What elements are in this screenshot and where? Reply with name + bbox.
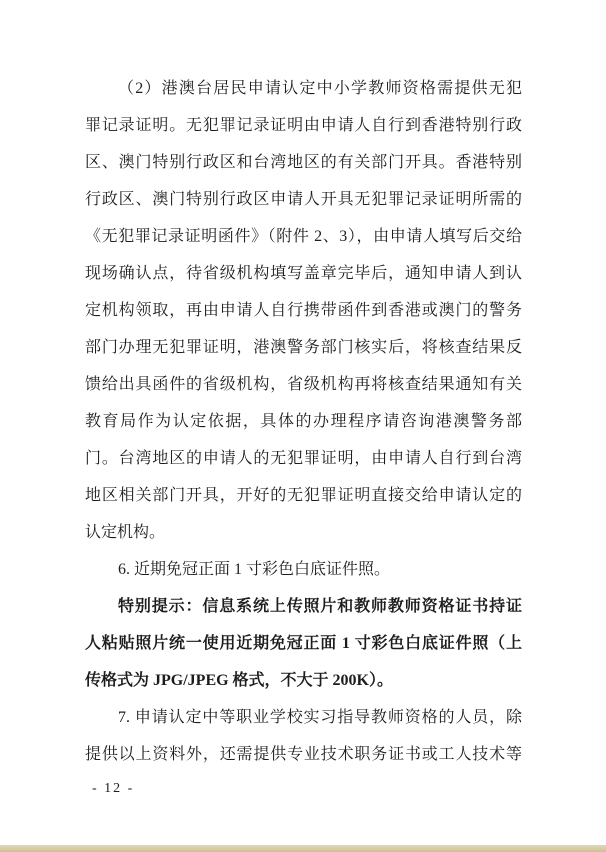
text-line: 地区相关部门开具，开好的无犯罪证明直接交给申请认定的 — [85, 487, 522, 504]
text-line: 定机构领取，再由申请人自行携带函件到香港或澳门的警务 — [85, 302, 522, 319]
text-line: 馈给出具函件的省级机构，省级机构再将核查结果通知有关 — [85, 376, 522, 393]
text-line: 认定机构。 — [85, 524, 166, 541]
text-line: 人粘贴照片统一使用近期免冠正面 1 寸彩色白底证件照（上 — [85, 635, 522, 652]
paragraph — [85, 699, 522, 773]
text-line: 7. 申请认定中等职业学校实习指导教师资格的人员，除 — [118, 709, 522, 726]
text-line: 行政区、澳门特别行政区申请人开具无犯罪记录证明所需的 — [85, 191, 522, 208]
text-line: 传格式为 JPG/JPEG 格式，不大于 200K）。 — [85, 672, 394, 689]
text-line: 部门办理无犯罪证明，港澳警务部门核实后，将核查结果反 — [85, 339, 522, 356]
paragraph — [85, 70, 522, 551]
paragraph — [85, 551, 522, 588]
text-line: （2）港澳台居民申请认定中小学教师资格需提供无犯 — [118, 80, 522, 97]
scan-edge-strip — [0, 845, 606, 852]
page-number: - 12 - — [92, 781, 135, 796]
text-line: 区、澳门特别行政区和台湾地区的有关部门开具。香港特别 — [85, 154, 522, 171]
text-line: 罪记录证明。无犯罪记录证明由申请人自行到香港特别行政 — [85, 117, 522, 134]
body-text — [85, 70, 522, 773]
paragraph — [85, 588, 522, 699]
text-line: 提供以上资料外，还需提供专业技术职务证书或工人技术等 — [85, 746, 522, 763]
text-line: 《无犯罪记录证明函件》（附件 2、3），由申请人填写后交给 — [85, 228, 522, 245]
text-line: 6. 近期免冠正面 1 寸彩色白底证件照。 — [118, 561, 391, 578]
text-line: 现场确认点，待省级机构填写盖章完毕后，通知申请人到认 — [85, 265, 522, 282]
text-line: 教育局作为认定依据，具体的办理程序请咨询港澳警务部 — [85, 413, 522, 430]
text-line: 特别提示：信息系统上传照片和教师教师资格证书持证 — [118, 598, 522, 615]
text-line: 门。台湾地区的申请人的无犯罪证明，由申请人自行到台湾 — [85, 450, 522, 467]
